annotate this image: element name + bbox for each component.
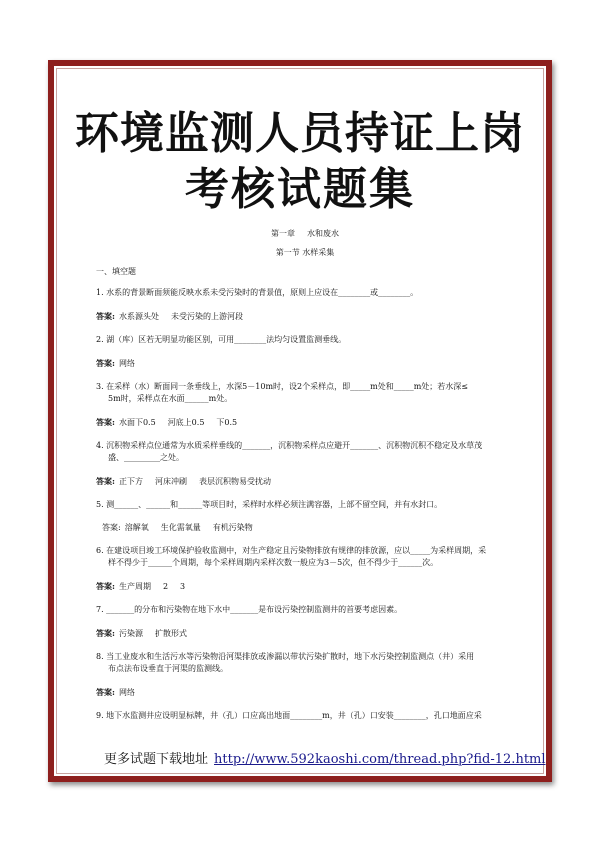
answer-item: 生产周期: [118, 582, 151, 591]
answer-5: [96, 516, 514, 539]
question-2: 2. 湖（库）区若无明显功能区别，可用________法均匀设置监测垂线。: [96, 335, 347, 344]
title-line-2: 考核试题集: [185, 164, 415, 215]
answer-label: 答案:: [96, 687, 115, 697]
answer-item: 网络: [118, 688, 135, 697]
answer-6: [96, 574, 514, 598]
question-8-line-1: 8. 当工业废水和生活污水等污染物沿河渠排放或渗漏以带状污染扩散时，地下水污染控制监测点（井）采用: [96, 652, 475, 661]
answer-item: 正下方: [118, 477, 143, 486]
answer-item: 扩散形式: [154, 629, 187, 638]
chapter-name: 水和废水: [307, 229, 339, 238]
title-line-1: 环境监测人员持证上岗: [75, 108, 525, 159]
answer-label: 答案:: [96, 311, 115, 321]
question-7: 7. _______的分布和污染物在地下水中_______是布设污染控制监测井的首要考虑因素。: [96, 605, 403, 614]
answer-item: 下0.5: [216, 418, 238, 427]
answer-label: 答案:: [102, 523, 121, 532]
question-8: [96, 645, 514, 680]
answer-item: 网络: [118, 359, 135, 368]
question-9: 9. 地下水监测井应设明显标牌，井（孔）口应高出地面________m，井（孔）口安装________，孔口地面应采: [96, 711, 482, 720]
answer-item: 河底上0.5: [167, 418, 205, 427]
answer-label: 答案:: [96, 581, 115, 591]
question-8-line-2: 布点法布设垂直于河渠的监测线。: [108, 664, 228, 673]
answer-item: 河床冲刷: [154, 477, 187, 486]
answer-7: [96, 621, 514, 645]
question-5: 5. 测______、______和______等项目时，采样时水样必须注满容器，上部不留空间，并有水封口。: [96, 500, 443, 509]
answer-item: 污染源: [118, 629, 143, 638]
answer-label: 答案:: [96, 417, 115, 427]
answer-item: 水系源头处: [118, 312, 159, 321]
question-6-line-2: 样不得少于______个周期，每个采样周期内采样次数一般应为3－5次，但不得少于______次。: [108, 558, 439, 567]
download-link[interactable]: http://www.592kaoshi.com/thread.php?fid-12.html: [214, 752, 546, 767]
question-3-line-1: 3. 在采样（水）断面同一条垂线上，水深5－10m时，设2个采样点，即_____m处和_____m处；若水深≤: [96, 382, 468, 391]
answer-3: [96, 410, 514, 434]
chapter-number: 第一章: [271, 229, 295, 238]
answer-item: 未受污染的上游河段: [170, 312, 243, 321]
answer-item: 2: [162, 582, 169, 591]
answer-item: 3: [180, 582, 186, 591]
question-4-line-1: 4. 沉积物采样点位通常为水质采样垂线的_______，沉积物采样点应避开_______、沉积物沉积不稳定及水草茂: [96, 441, 483, 450]
section-heading: 第一节 水样采集: [275, 248, 335, 257]
answer-item: 有机污染物: [212, 523, 253, 532]
answer-1: [96, 304, 514, 328]
answer-2: [96, 351, 514, 375]
question-4-line-2: 盛、_________之处。: [108, 453, 184, 462]
footer-text: 更多试题下载地址: [104, 752, 209, 767]
answer-label: 答案:: [96, 358, 115, 368]
answer-label: 答案:: [96, 476, 115, 486]
question-4: [96, 434, 514, 469]
question-3-line-2: 5m时，采样点在水面______m处。: [108, 394, 233, 403]
chapter-heading: [96, 224, 514, 243]
answer-4: [96, 469, 514, 493]
answer-item: 溶解氧: [124, 523, 149, 532]
question-3: [96, 375, 514, 410]
question-6-line-1: 6. 在建设项目竣工环境保护验收监测中，对生产稳定且污染物排放有规律的排放源，应以_____为采样周期，采: [96, 546, 487, 555]
answer-item: 生化需氧量: [160, 523, 201, 532]
answer-item: 水面下0.5: [118, 418, 156, 427]
download-footer: [104, 752, 546, 768]
question-6: [96, 539, 514, 574]
answer-8: [96, 680, 514, 704]
answer-item: 表层沉积物易受扰动: [198, 477, 271, 486]
question-1: 1. 水系的背景断面须能反映水系未受污染时的背景值，原则上应设在________或________。: [96, 288, 419, 297]
answer-label: 答案:: [96, 628, 115, 638]
document-body: [96, 224, 514, 727]
question-type-heading: 一、填空题: [96, 267, 136, 276]
